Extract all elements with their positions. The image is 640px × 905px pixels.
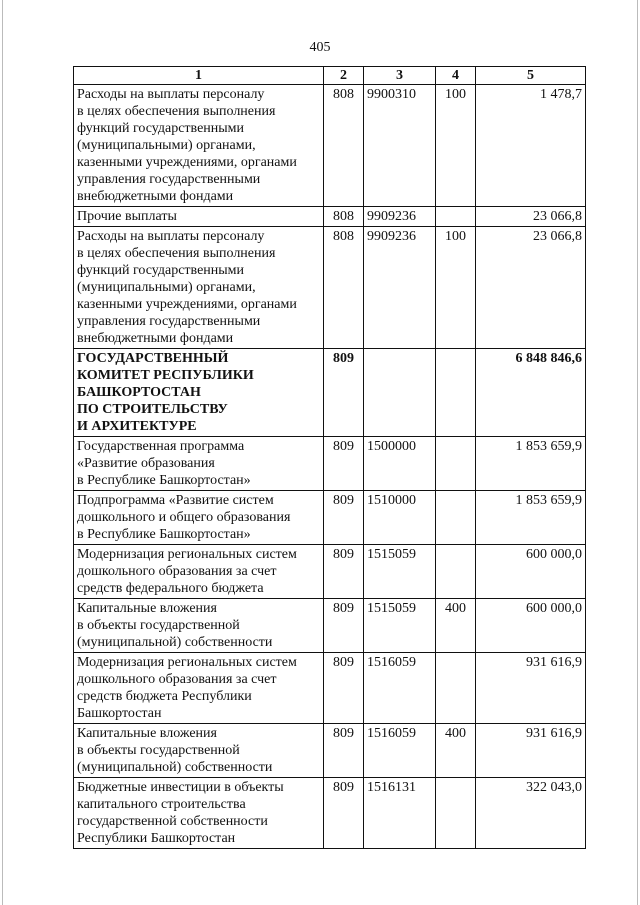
scan-edge-right <box>637 0 638 905</box>
row-code-cell: 809 <box>324 599 364 653</box>
row-sum-cell: 23 066,8 <box>476 227 586 349</box>
table-row <box>74 227 586 349</box>
table-row <box>74 85 586 207</box>
column-header-csr: 3 <box>364 67 436 85</box>
budget-table <box>73 66 586 849</box>
row-csr-cell: 1516059 <box>364 653 436 724</box>
row-code-cell: 809 <box>324 653 364 724</box>
row-sum-cell: 23 066,8 <box>476 207 586 227</box>
row-name-cell: Расходы на выплаты персоналу в целях обеспечения выполнения функций государственными (муниципальными) органами, казенными учреждениями, органами управления государственными внебюджетными фондами <box>74 85 324 207</box>
row-name-cell: Модернизация региональных систем дошкольного образования за счет средств бюджета Республики Башкортостан <box>74 653 324 724</box>
row-code-cell: 808 <box>324 207 364 227</box>
row-csr-cell: 1516131 <box>364 778 436 849</box>
row-sum-cell: 322 043,0 <box>476 778 586 849</box>
table-row <box>74 724 586 778</box>
row-sum-cell: 600 000,0 <box>476 545 586 599</box>
scan-edge-left <box>2 0 3 905</box>
row-code-cell: 808 <box>324 85 364 207</box>
row-name-cell: Капитальные вложения в объекты государственной (муниципальной) собственности <box>74 599 324 653</box>
row-sum-cell: 6 848 846,6 <box>476 349 586 437</box>
row-name-cell: Бюджетные инвестиции в объекты капитального строительства государственной собственности Республики Башкортостан <box>74 778 324 849</box>
row-name-cell: Капитальные вложения в объекты государственной (муниципальной) собственности <box>74 724 324 778</box>
table-row <box>74 545 586 599</box>
row-code-cell: 809 <box>324 724 364 778</box>
row-vr-cell <box>436 491 476 545</box>
row-vr-cell: 400 <box>436 724 476 778</box>
row-csr-cell: 1500000 <box>364 437 436 491</box>
row-name-cell: Подпрограмма «Развитие систем дошкольного и общего образования в Республике Башкортостан» <box>74 491 324 545</box>
table-body <box>74 85 586 849</box>
row-code-cell: 809 <box>324 491 364 545</box>
row-sum-cell: 1 853 659,9 <box>476 437 586 491</box>
table-row <box>74 437 586 491</box>
row-name-cell: Расходы на выплаты персоналу в целях обеспечения выполнения функций государственными (муниципальными) органами, казенными учреждениями, органами управления государственными внебюджетными фондами <box>74 227 324 349</box>
table-row <box>74 349 586 437</box>
page-number: 405 <box>309 40 331 55</box>
column-header-name: 1 <box>74 67 324 85</box>
row-vr-cell <box>436 437 476 491</box>
row-vr-cell <box>436 653 476 724</box>
row-code-cell: 808 <box>324 227 364 349</box>
table-row <box>74 778 586 849</box>
row-csr-cell: 9909236 <box>364 227 436 349</box>
row-code-cell: 809 <box>324 545 364 599</box>
row-csr-cell: 1515059 <box>364 545 436 599</box>
table-row <box>74 599 586 653</box>
row-csr-cell <box>364 349 436 437</box>
row-name-cell: Модернизация региональных систем дошкольного образования за счет средств федерального бюджета <box>74 545 324 599</box>
row-sum-cell: 931 616,9 <box>476 724 586 778</box>
row-sum-cell: 1 853 659,9 <box>476 491 586 545</box>
row-vr-cell <box>436 207 476 227</box>
row-sum-cell: 931 616,9 <box>476 653 586 724</box>
table-row <box>74 207 586 227</box>
table-header-row <box>74 67 586 85</box>
row-csr-cell: 1515059 <box>364 599 436 653</box>
table-row <box>74 653 586 724</box>
row-name-cell: ГОСУДАРСТВЕННЫЙ КОМИТЕТ РЕСПУБЛИКИ БАШКОРТОСТАН ПО СТРОИТЕЛЬСТВУ И АРХИТЕКТУРЕ <box>74 349 324 437</box>
column-header-vr: 4 <box>436 67 476 85</box>
column-header-sum: 5 <box>476 67 586 85</box>
row-csr-cell: 9900310 <box>364 85 436 207</box>
row-vr-cell: 100 <box>436 85 476 207</box>
row-csr-cell: 1510000 <box>364 491 436 545</box>
column-header-code: 2 <box>324 67 364 85</box>
row-sum-cell: 600 000,0 <box>476 599 586 653</box>
row-vr-cell <box>436 349 476 437</box>
table-row <box>74 491 586 545</box>
row-vr-cell: 100 <box>436 227 476 349</box>
row-code-cell: 809 <box>324 437 364 491</box>
row-csr-cell: 1516059 <box>364 724 436 778</box>
row-sum-cell: 1 478,7 <box>476 85 586 207</box>
row-vr-cell <box>436 545 476 599</box>
row-vr-cell <box>436 778 476 849</box>
row-name-cell: Государственная программа «Развитие образования в Республике Башкортостан» <box>74 437 324 491</box>
row-code-cell: 809 <box>324 778 364 849</box>
row-vr-cell: 400 <box>436 599 476 653</box>
row-code-cell: 809 <box>324 349 364 437</box>
row-csr-cell: 9909236 <box>364 207 436 227</box>
row-name-cell: Прочие выплаты <box>74 207 324 227</box>
